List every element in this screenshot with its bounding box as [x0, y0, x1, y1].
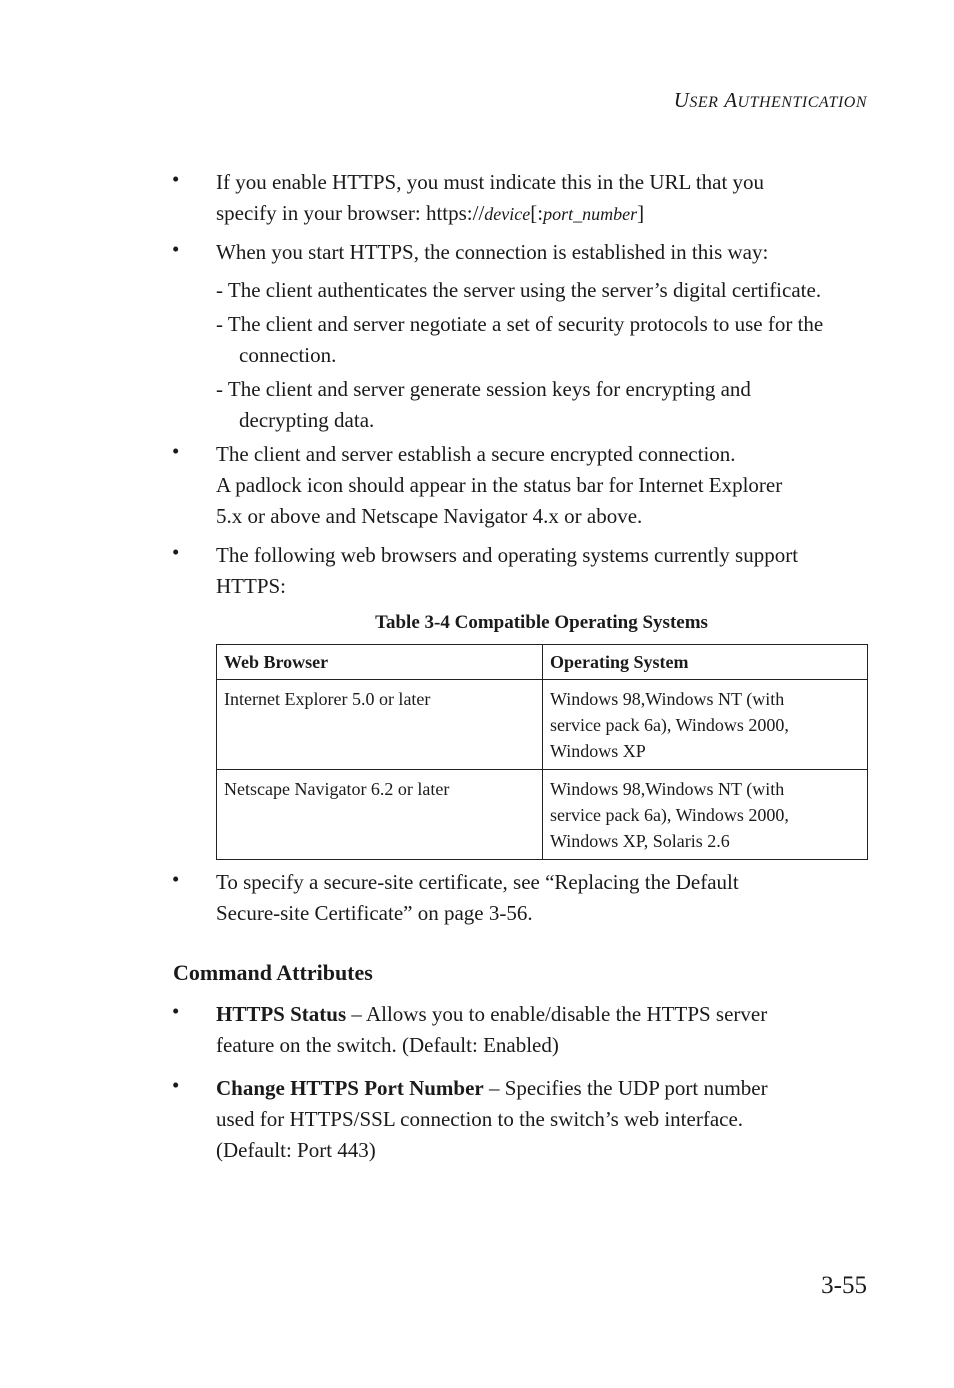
running-header — [674, 88, 867, 113]
bullet-line: The client and server establish a secure encrypted connection. — [216, 442, 736, 466]
os-line: Windows 98,Windows NT (with — [550, 779, 785, 799]
attribute-line: feature on the switch. (Default: Enabled) — [216, 1033, 559, 1057]
sub-item-line: - The client authenticates the server using the server’s digital certificate. — [216, 278, 822, 302]
attribute-https-status — [216, 999, 767, 1061]
attribute-line — [216, 1073, 768, 1104]
bullet-line: 5.x or above and Netscape Navigator 4.x or above. — [216, 504, 643, 528]
url-bracket: ] — [637, 201, 645, 225]
attribute-term: HTTPS Status — [216, 1002, 347, 1026]
bullet-https-start: When you start HTTPS, the connection is established in this way: — [216, 240, 769, 264]
header-initial-1: U — [673, 88, 690, 112]
url-device: device — [484, 204, 531, 224]
bullet-line: If you enable HTTPS, you must indicate this in the URL that you — [216, 170, 765, 194]
sub-item — [216, 309, 823, 371]
table-cell-browser: Internet Explorer 5.0 or later — [217, 680, 543, 770]
os-line: Windows XP — [550, 741, 646, 761]
bullet-https-url — [216, 167, 764, 230]
sub-item-line: - The client and server negotiate a set of security protocols to use for the — [216, 312, 824, 336]
bullet-line: Secure-site Certificate” on page 3-56. — [216, 901, 533, 925]
os-line: service pack 6a), Windows 2000, — [550, 715, 789, 735]
url-port: port_number — [543, 204, 638, 224]
bullet-marker: • — [172, 867, 180, 891]
os-line: Windows 98,Windows NT (with — [550, 689, 785, 709]
compatibility-table — [216, 644, 868, 860]
table-row — [217, 680, 868, 770]
table-cell-browser: Netscape Navigator 6.2 or later — [217, 770, 543, 860]
section-title: Command Attributes — [173, 960, 373, 985]
bullet-marker: • — [172, 237, 180, 261]
bullet-secure-connection — [216, 439, 782, 532]
column-header: Operating System — [543, 645, 868, 680]
attribute-desc: – Specifies the UDP port number — [483, 1076, 768, 1100]
table-cell-os — [543, 680, 868, 770]
bullet-line: To specify a secure-site certificate, see “Replacing the Default — [216, 870, 739, 894]
bullet-marker: • — [172, 167, 180, 191]
sub-item-line: decrypting data. — [239, 408, 375, 432]
bullet-marker: • — [172, 439, 180, 463]
attribute-term: Change HTTPS Port Number — [216, 1076, 484, 1100]
bullet-line: A padlock icon should appear in the status bar for Internet Explorer — [216, 473, 783, 497]
sub-item-line: connection. — [239, 343, 337, 367]
bullet-certificate — [216, 867, 739, 929]
bullet-marker: • — [172, 999, 180, 1023]
column-header: Web Browser — [217, 645, 543, 680]
attribute-https-port — [216, 1073, 768, 1166]
bullet-line: The following web browsers and operating systems currently support — [216, 543, 799, 567]
table-header-row — [217, 645, 868, 680]
bullet-marker: • — [172, 1073, 180, 1097]
url-prefix: specify in your browser: https:// — [216, 201, 485, 225]
bullet-line: HTTPS: — [216, 574, 287, 598]
attribute-line — [216, 999, 767, 1030]
bullet-supported-browsers — [216, 540, 798, 602]
sub-item-line: - The client and server generate session keys for encrypting and — [216, 377, 751, 401]
attribute-desc: – Allows you to enable/disable the HTTPS server — [346, 1002, 768, 1026]
bullet-marker: • — [172, 540, 180, 564]
sub-item — [216, 374, 751, 436]
url-bracket: [: — [530, 201, 544, 225]
os-line: Windows XP, Solaris 2.6 — [550, 831, 730, 851]
os-line: service pack 6a), Windows 2000, — [550, 805, 789, 825]
page-number: 3-55 — [821, 1272, 867, 1299]
bullet-line — [216, 198, 764, 230]
table-caption: Table 3-4 Compatible Operating Systems — [375, 612, 708, 633]
table-row — [217, 770, 868, 860]
attribute-line: used for HTTPS/SSL connection to the switch’s web interface. — [216, 1107, 744, 1131]
table-cell-os — [543, 770, 868, 860]
attribute-line: (Default: Port 443) — [216, 1138, 376, 1162]
header-word-1: SER — [689, 94, 719, 111]
header-initial-2: A — [724, 88, 738, 112]
header-word-2: UTHENTICATION — [737, 94, 867, 111]
sub-item — [216, 275, 821, 306]
